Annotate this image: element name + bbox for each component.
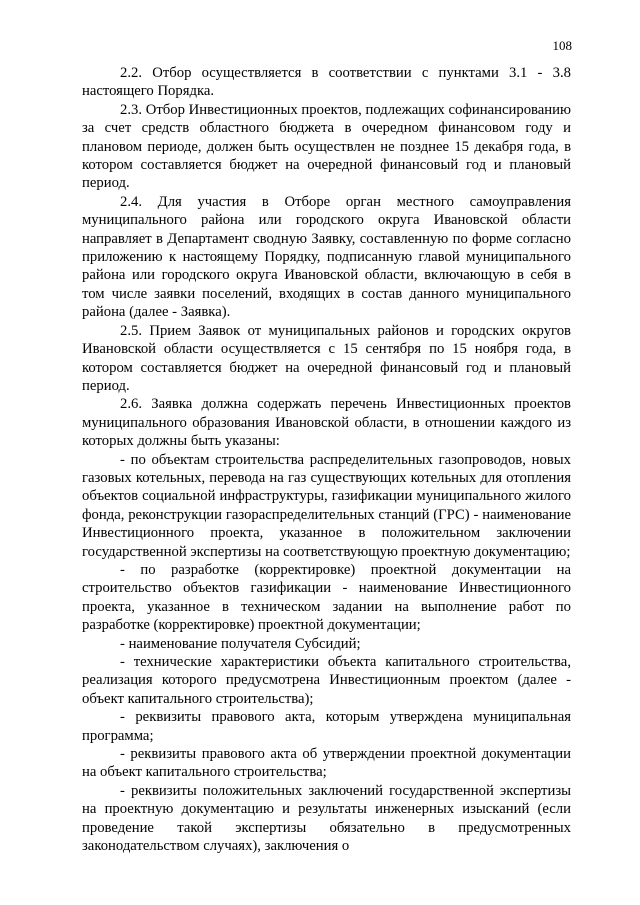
list-item-technical-characteristics: - технические характеристики объекта капитального строительства, реализация которого предусмотрена Инвестиционным проектом (далее - объект капитального строительства); <box>82 654 571 707</box>
list-item-documentation-approval-act: - реквизиты правового акта об утверждении проектной документации на объект капитального строительства; <box>82 746 571 781</box>
list-item-gas-construction: - по объектам строительства распределительных газопроводов, новых газовых котельных, перевода на газ существующих котельных для отопления объектов социальной инфраструктуры, газификации муниципального жилого фонда, реконструкции газораспределительных станций (ГРС) - наименование Инвестиционного проекта, указанное в положительном заключении государственной экспертизы на соответствующую проектную документацию; <box>82 451 571 560</box>
paragraph-2-2: 2.2. Отбор осуществляется в соответствии с пунктами 3.1 - 3.8 настоящего Порядка. <box>82 65 571 100</box>
list-item-expertise-conclusions: - реквизиты положительных заключений государственной экспертизы на проектную документацию и результаты инженерных изысканий (если проведение такой экспертизы обязательно в предусмотренных законодательством случаях), заключения о <box>82 782 571 855</box>
list-item-municipal-program-act: - реквизиты правового акта, которым утверждена муниципальная программа; <box>82 709 571 744</box>
paragraph-2-3: 2.3. Отбор Инвестиционных проектов, подлежащих софинансированию за счет средств областного бюджета в очередном финансовом году и плановом периоде, должен быть осуществлен не позднее 15 декабря года, в котором составляется бюджет на очередной финансовый год и плановый период. <box>82 101 571 192</box>
document-body <box>82 64 571 855</box>
list-item-subsidy-recipient: - наименование получателя Субсидий; <box>120 635 361 652</box>
page-number: 108 <box>552 38 572 53</box>
paragraph-2-6: 2.6. Заявка должна содержать перечень Инвестиционных проектов муниципального образования Ивановской области, в отношении каждого из которых должны быть указаны: <box>82 396 571 450</box>
paragraph-2-4: 2.4. Для участия в Отборе орган местного самоуправления муниципального района или городского округа Ивановской области направляет в Департамент сводную Заявку, составленную по форме согласно приложению к настоящему Порядку, подписанную главой муниципального района или городского округа Ивановской области, включающую в себя в том числе заявки поселений, входящих в состав данного муниципального района (далее - Заявка). <box>82 193 571 321</box>
paragraph-2-5: 2.5. Прием Заявок от муниципальных районов и городских округов Ивановской области осуществляется с 15 сентября по 15 ноября года, в котором составляется бюджет на очередной финансовый год и плановый период. <box>82 322 571 394</box>
list-item-design-documentation: - по разработке (корректировке) проектной документации на строительство объектов газификации - наименование Инвестиционного проекта, указанное в техническом задании на выполнение работ по разработке (корректировке) проектной документации; <box>82 561 571 634</box>
